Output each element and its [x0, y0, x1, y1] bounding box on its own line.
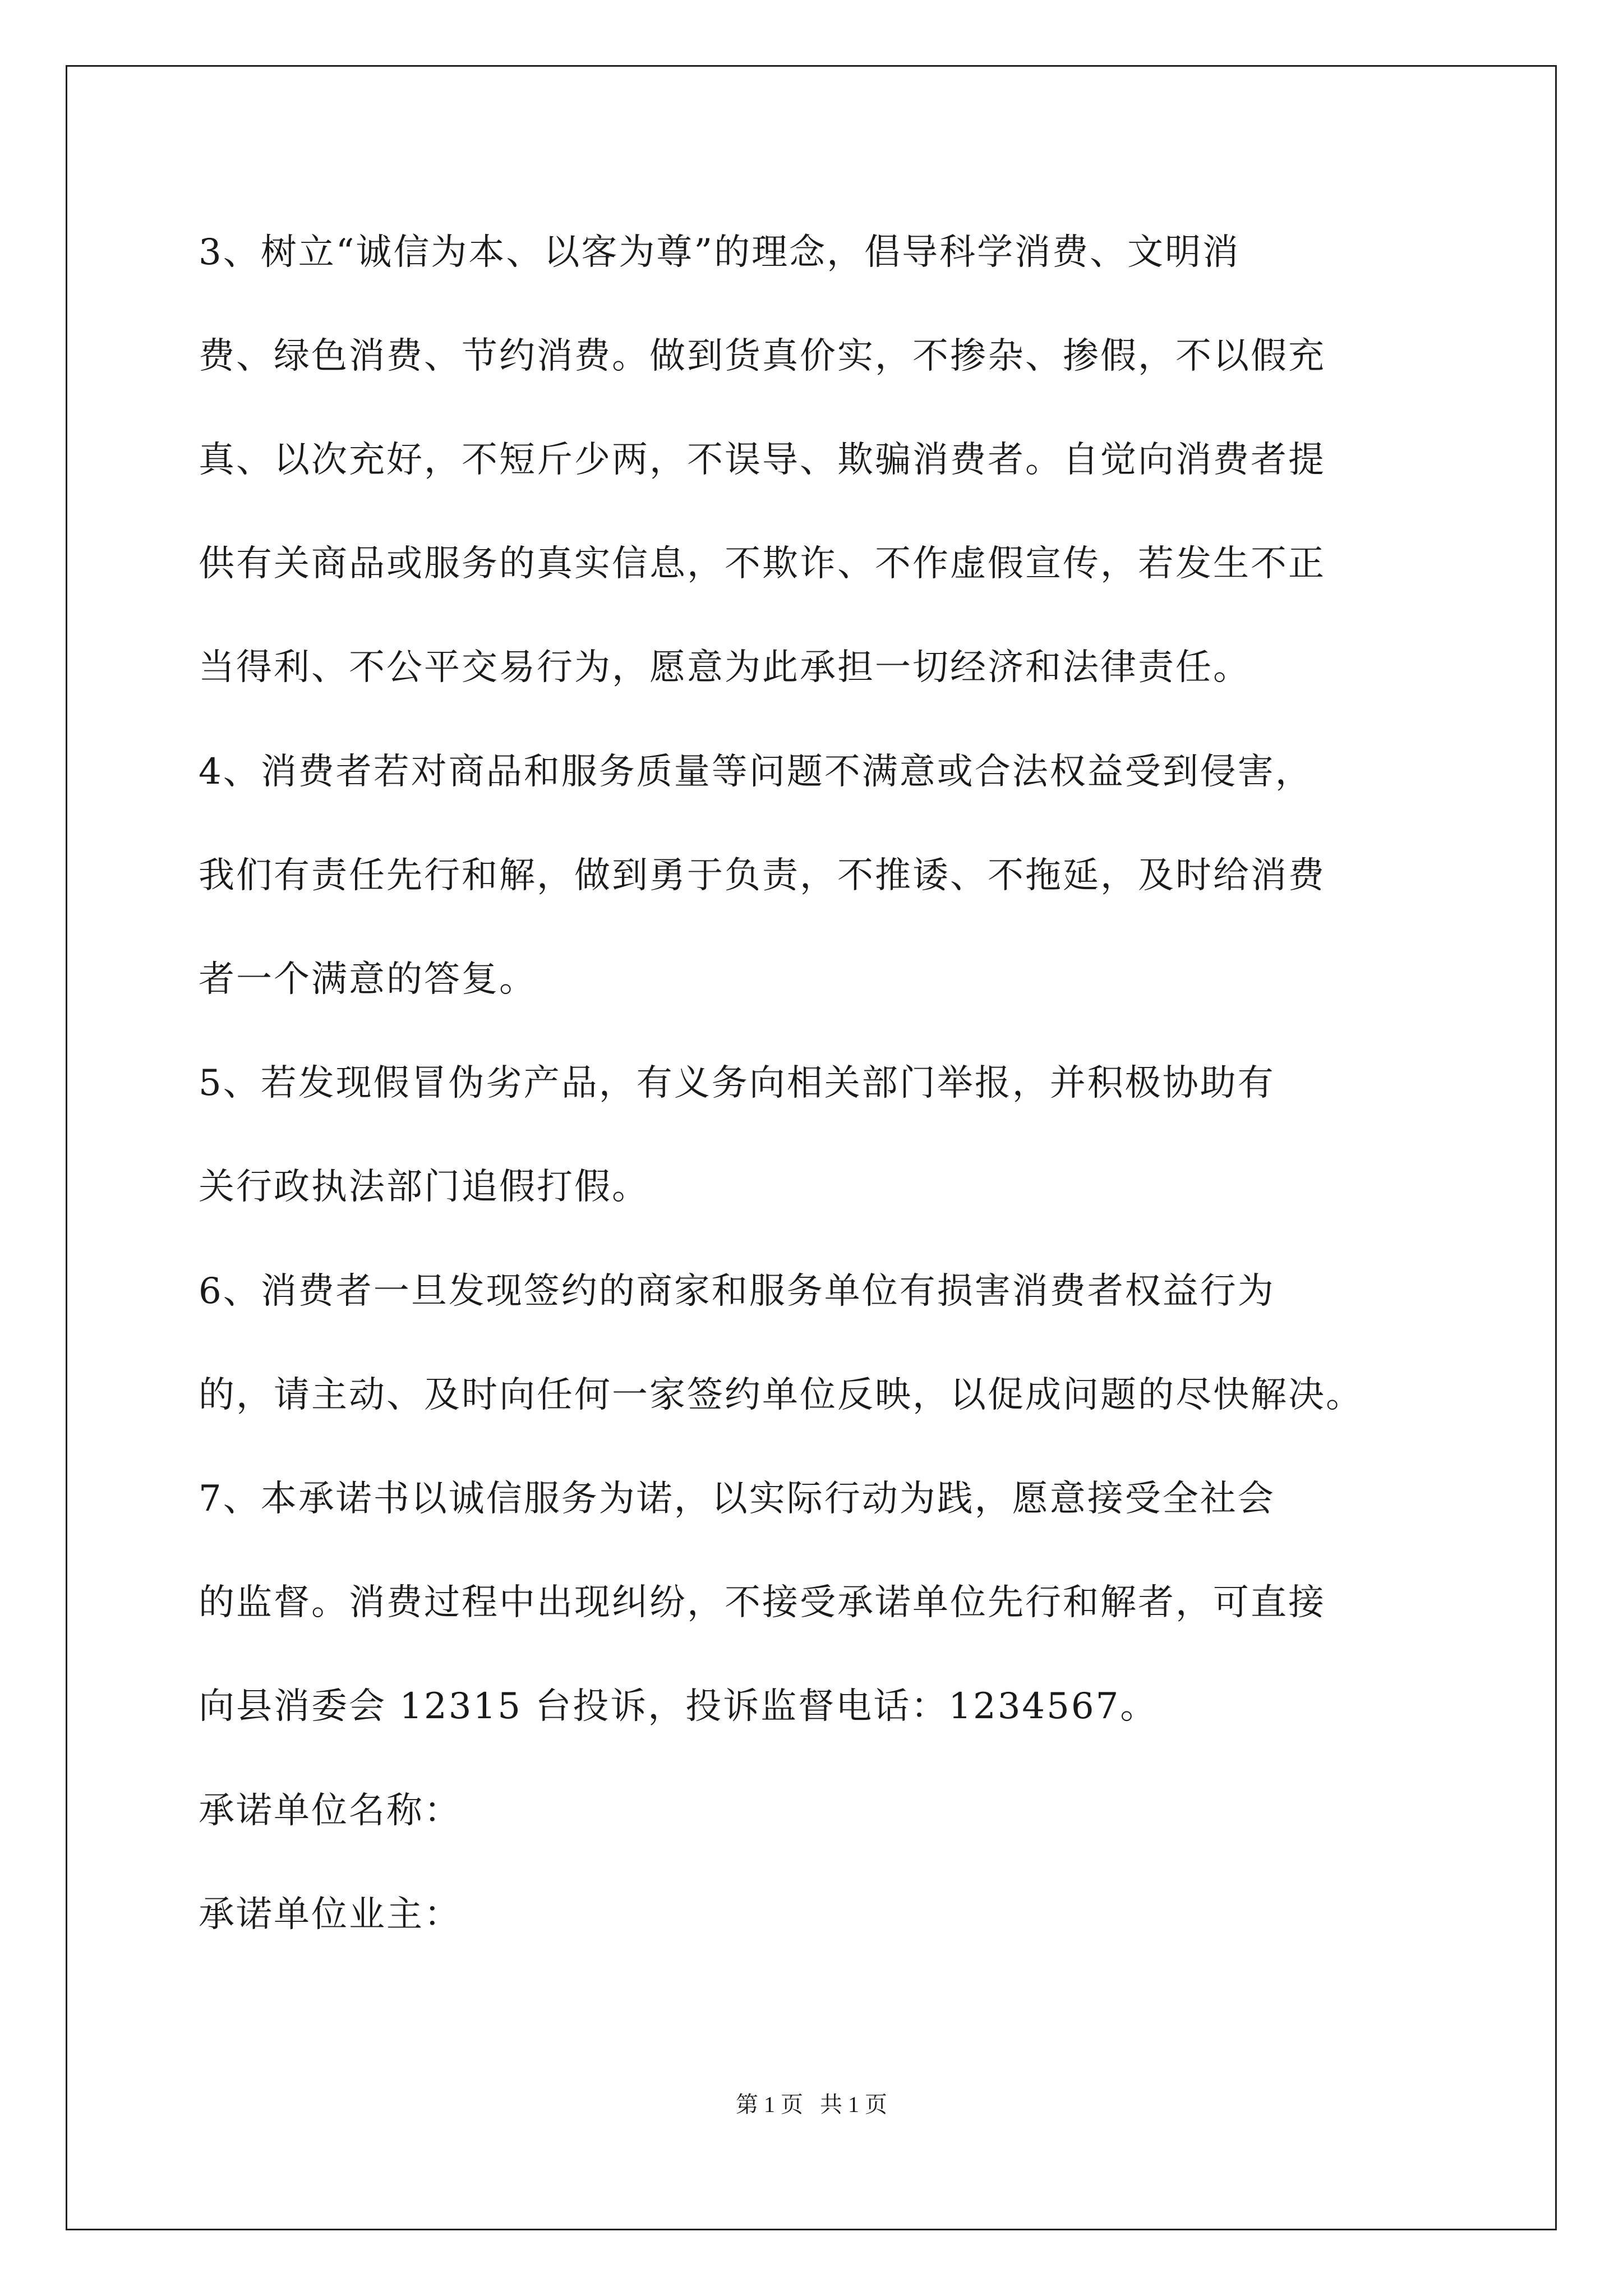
- text-line: 我们有责任先行和解，做到勇于负责，不推诿、不拖延，及时给消费: [199, 855, 1326, 896]
- text-line: 真、以次充好，不短斤少两，不误导、欺骗消费者。自觉向消费者提: [199, 439, 1326, 481]
- text-line: 3、树立“诚信为本、以客为尊”的理念，倡导科学消费、文明消: [199, 232, 1241, 273]
- text-line: 者一个满意的答复。: [199, 959, 537, 1000]
- text-line: 承诺单位业主：: [199, 1894, 462, 1935]
- text-line: 向县消委会 12315 台投诉，投诉监督电话：1234567。: [199, 1686, 1158, 1727]
- text-line: 承诺单位名称：: [199, 1790, 462, 1832]
- page-number-footer: 第 1 页 共 1 页: [736, 2092, 887, 2117]
- text-line: 5、若发现假冒伪劣产品，有义务向相关部门举报，并积极协助有: [199, 1062, 1275, 1104]
- text-line: 当得利、不公平交易行为，愿意为此承担一切经济和法律责任。: [199, 647, 1251, 688]
- text-line: 的，请主动、及时向任何一家签约单位反映，以促成问题的尽快解决。: [199, 1374, 1363, 1416]
- text-line: 的监督。消费过程中出现纠纷，不接受承诺单位先行和解者，可直接: [199, 1582, 1326, 1623]
- text-line: 6、消费者一旦发现签约的商家和服务单位有损害消费者权益行为: [199, 1271, 1275, 1312]
- text-line: 4、消费者若对商品和服务质量等问题不满意或合法权益受到侵害，: [199, 751, 1313, 793]
- text-line: 供有关商品或服务的真实信息，不欺诈、不作虚假宣传，若发生不正: [199, 543, 1326, 585]
- text-line: 7、本承诺书以诚信服务为诺，以实际行动为践，愿意接受全社会: [199, 1478, 1275, 1520]
- text-line: 关行政执法部门追假打假。: [199, 1166, 649, 1208]
- text-line: 费、绿色消费、节约消费。做到货真价实，不掺杂、掺假，不以假充: [199, 335, 1326, 377]
